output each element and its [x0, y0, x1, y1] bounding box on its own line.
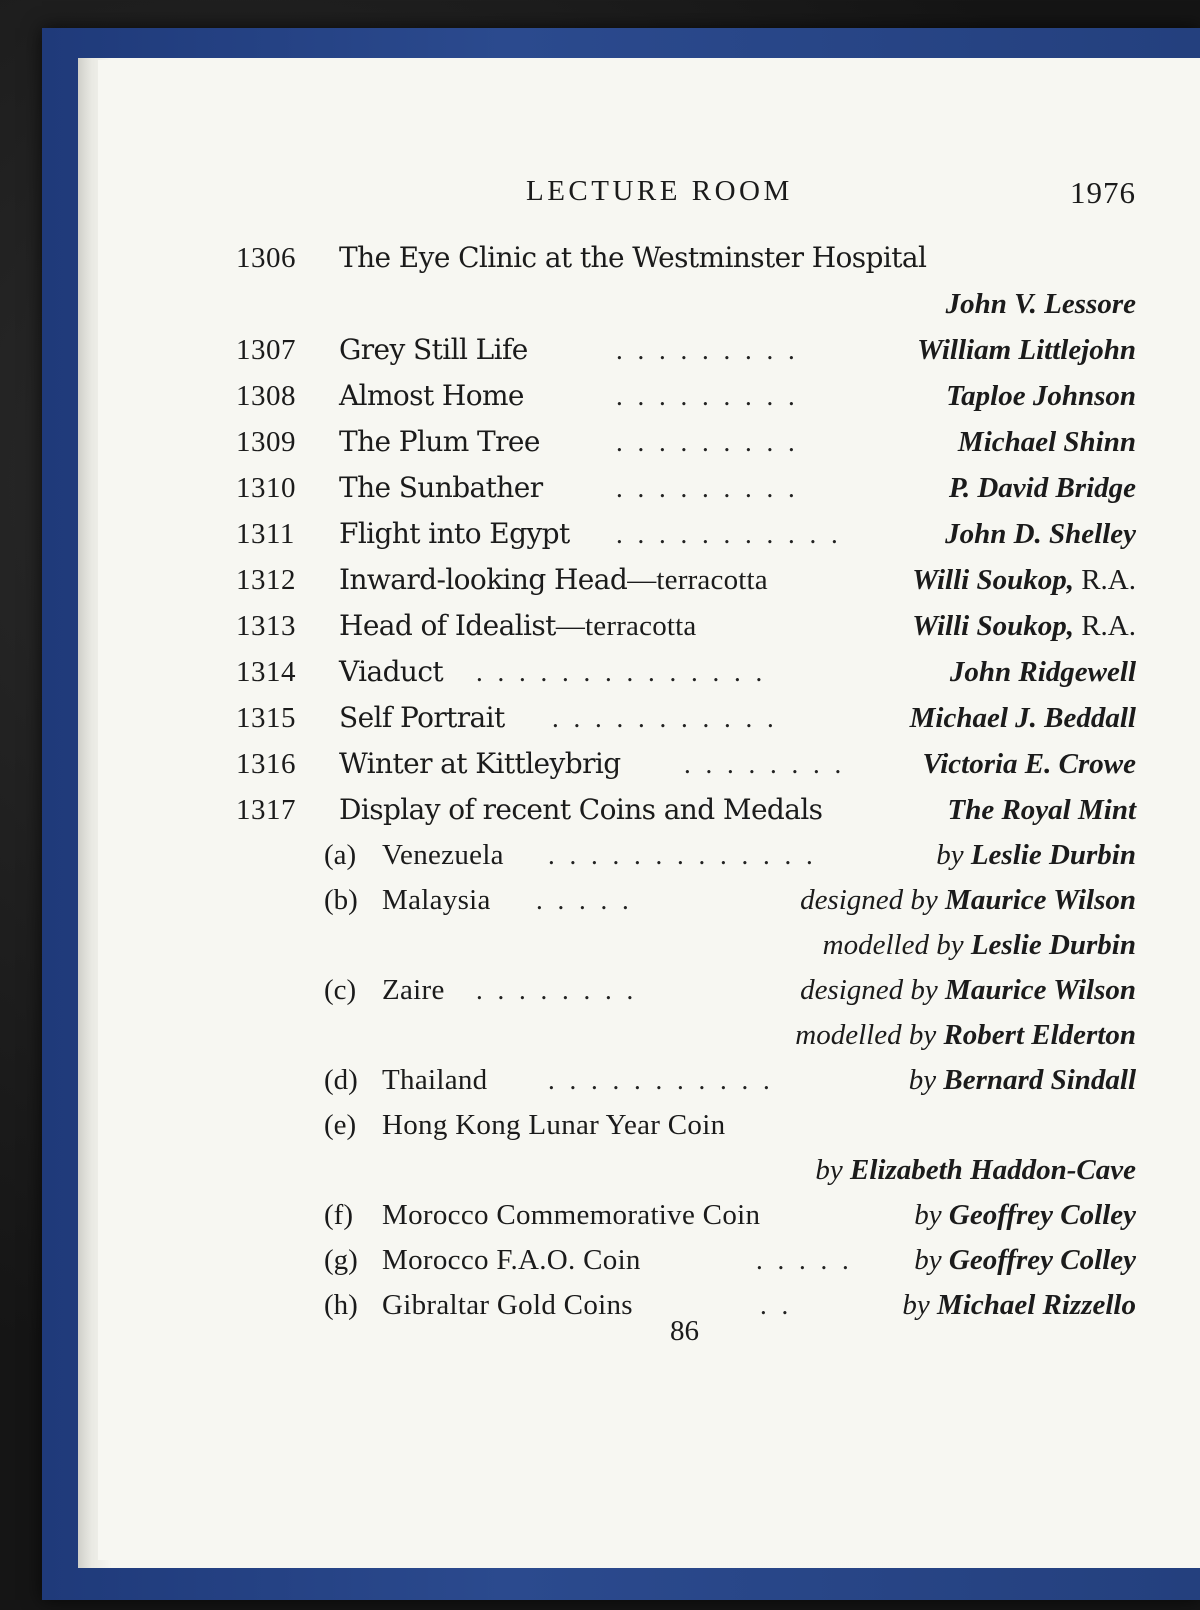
coin-label: (h): [324, 1289, 358, 1321]
coin-label: (c): [324, 974, 357, 1006]
entry-artist: John Ridgewell: [949, 656, 1136, 688]
coin-row-a: [236, 833, 1136, 878]
coin-label: (e): [324, 1109, 357, 1141]
coin-credit: [823, 923, 1136, 968]
entry-number: 1310: [236, 472, 296, 504]
entry-row-1316: [236, 741, 1136, 787]
entry-artist: John D. Shelley: [945, 518, 1136, 550]
credit-name: Leslie Durbin: [970, 839, 1136, 871]
entry-title: [339, 557, 768, 603]
credit-prefix: by: [936, 839, 964, 871]
coin-credit: [815, 1148, 1136, 1193]
credit-name: Leslie Durbin: [970, 929, 1136, 961]
catalogue-page: [98, 60, 1200, 1560]
leader-dots: . . . . . . . . . . .: [616, 519, 842, 549]
entry-row-1311: [236, 511, 1136, 557]
credit-prefix: modelled by: [795, 1019, 937, 1051]
coin-row-b-modelled: [236, 923, 1136, 968]
entry-artist: William Littlejohn: [917, 334, 1136, 366]
leader-dots: . . . . . . . . .: [616, 381, 799, 411]
running-head: [98, 175, 1200, 215]
entry-title: Winter at Kittleybrig: [339, 747, 621, 780]
entry-row-1308: [236, 373, 1136, 419]
coin-credit: [909, 1058, 1136, 1103]
coin-credit: [800, 878, 1136, 923]
entry-number: 1313: [236, 610, 296, 642]
entry-number: 1306: [236, 242, 296, 274]
coin-label: (d): [324, 1064, 358, 1096]
coin-row-e-credit: [236, 1148, 1136, 1193]
credit-name: Geoffrey Colley: [948, 1199, 1136, 1231]
entry-number: 1317: [236, 794, 296, 826]
leader-dots: . . . . . . . . . . . . .: [548, 840, 817, 870]
credit-prefix: by: [815, 1154, 843, 1186]
credit-prefix: by: [902, 1289, 930, 1321]
entry-row-1314: [236, 649, 1136, 695]
coin-row-f: [236, 1193, 1136, 1238]
leader-dots: . . . . . . . .: [476, 975, 638, 1005]
entry-number: 1308: [236, 380, 296, 412]
entry-title: Almost Home: [339, 379, 524, 412]
artist-suffix: R.A.: [1073, 610, 1136, 642]
coin-label: (a): [324, 839, 357, 871]
entry-number: 1315: [236, 702, 296, 734]
credit-name: Maurice Wilson: [945, 884, 1136, 916]
entry-artist: Michael Shinn: [957, 426, 1136, 458]
entry-title: [339, 603, 697, 649]
credit-prefix: designed by: [800, 974, 938, 1006]
entry-title: Grey Still Life: [339, 333, 528, 366]
entry-title: Viaduct: [339, 655, 444, 688]
credit-prefix: designed by: [800, 884, 938, 916]
coin-credit: [936, 833, 1136, 878]
coin-credit: [902, 1283, 1136, 1328]
entry-medium: —terracotta: [627, 564, 768, 596]
credit-name: Robert Elderton: [943, 1019, 1136, 1051]
coin-credit: [795, 1013, 1136, 1058]
entry-title-main: Head of Idealist: [339, 609, 556, 642]
entry-medium: —terracotta: [555, 610, 697, 642]
entry-row-1312: [236, 557, 1136, 603]
coin-title: Malaysia: [382, 884, 491, 916]
entry-title: Self Portrait: [339, 701, 505, 734]
entry-artist: P. David Bridge: [948, 472, 1136, 504]
entry-artist: Michael J. Beddall: [909, 702, 1136, 734]
coin-title: Thailand: [382, 1064, 488, 1096]
year: 1976: [1070, 175, 1136, 210]
credit-prefix: by: [914, 1244, 942, 1276]
credit-prefix: by: [908, 1064, 937, 1096]
credit-name: Geoffrey Colley: [948, 1244, 1136, 1276]
leader-dots: . . . . . . . . .: [616, 473, 799, 503]
artist-name: Willi Soukop,: [912, 610, 1074, 642]
credit-name: Michael Rizzello: [937, 1289, 1136, 1321]
artist-name: Willi Soukop,: [912, 564, 1074, 596]
leader-dots: . . . . . . . . . . . . . .: [476, 657, 767, 687]
coin-title: Hong Kong Lunar Year Coin: [382, 1109, 726, 1141]
entry-number: 1312: [236, 564, 296, 596]
entry-number: 1311: [236, 518, 295, 550]
coin-title: Morocco F.A.O. Coin: [382, 1244, 641, 1276]
coin-row-b: [236, 878, 1136, 923]
coin-title: Morocco Commemorative Coin: [382, 1199, 761, 1231]
leader-dots: . . . . .: [536, 885, 633, 915]
credit-name: Bernard Sindall: [943, 1064, 1136, 1096]
coin-credit: [914, 1238, 1136, 1283]
coin-row-c-modelled: [236, 1013, 1136, 1058]
coin-label: (b): [324, 884, 358, 916]
coin-row-e: [236, 1103, 1136, 1148]
coin-title: Venezuela: [382, 839, 504, 871]
entry-row-1307: [236, 327, 1136, 373]
credit-prefix: by: [914, 1199, 942, 1231]
entry-artist: [912, 557, 1136, 603]
coin-row-c: [236, 968, 1136, 1013]
coin-credit: [914, 1193, 1136, 1238]
entry-artist: John V. Lessore: [945, 288, 1136, 320]
leader-dots: . . . . . . . . .: [616, 335, 799, 365]
coin-label: (g): [324, 1244, 358, 1276]
entry-title: The Eye Clinic at the Westminster Hospital: [339, 241, 927, 274]
entry-title: The Plum Tree: [339, 425, 540, 458]
entry-title: The Sunbather: [339, 471, 543, 504]
credit-name: Elizabeth Haddon-Cave: [850, 1154, 1136, 1186]
entry-artist: Taploe Johnson: [946, 380, 1136, 412]
credit-name: Maurice Wilson: [945, 974, 1136, 1006]
entry-row-1313: [236, 603, 1136, 649]
page-number: 86: [670, 1315, 699, 1347]
entry-row-1309: [236, 419, 1136, 465]
entry-row-1310: [236, 465, 1136, 511]
room-title: LECTURE ROOM: [526, 175, 793, 207]
entry-list: [236, 235, 1136, 1328]
artist-suffix: R.A.: [1073, 564, 1136, 596]
leader-dots: . . . . .: [756, 1245, 853, 1275]
entry-row-1306-artist: [236, 281, 1136, 327]
leader-dots: . .: [760, 1290, 793, 1320]
entry-title: Flight into Egypt: [339, 517, 570, 550]
entry-artist: Victoria E. Crowe: [922, 748, 1136, 780]
coin-label: (f): [324, 1199, 353, 1231]
entry-title-main: Inward-looking Head: [339, 563, 628, 596]
entry-title: Display of recent Coins and Medals: [339, 793, 823, 826]
coin-credit: [800, 968, 1136, 1013]
leader-dots: . . . . . . . .: [684, 749, 846, 779]
entry-row-1317: [236, 787, 1136, 833]
coin-row-d: [236, 1058, 1136, 1103]
entry-artist: [912, 603, 1136, 649]
leader-dots: . . . . . . . . .: [616, 427, 799, 457]
leader-dots: . . . . . . . . . . .: [552, 703, 778, 733]
credit-prefix: modelled by: [822, 929, 964, 961]
coin-row-g: [236, 1238, 1136, 1283]
entry-number: 1316: [236, 748, 296, 780]
entry-number: 1307: [236, 334, 296, 366]
entry-row-1315: [236, 695, 1136, 741]
coin-title: Zaire: [382, 974, 445, 1006]
coin-title: Gibraltar Gold Coins: [382, 1289, 633, 1321]
leader-dots: . . . . . . . . . . .: [548, 1065, 774, 1095]
entry-row-1306: [236, 235, 1136, 281]
entry-number: 1309: [236, 426, 296, 458]
entry-number: 1314: [236, 656, 296, 688]
entry-artist: The Royal Mint: [947, 794, 1136, 826]
